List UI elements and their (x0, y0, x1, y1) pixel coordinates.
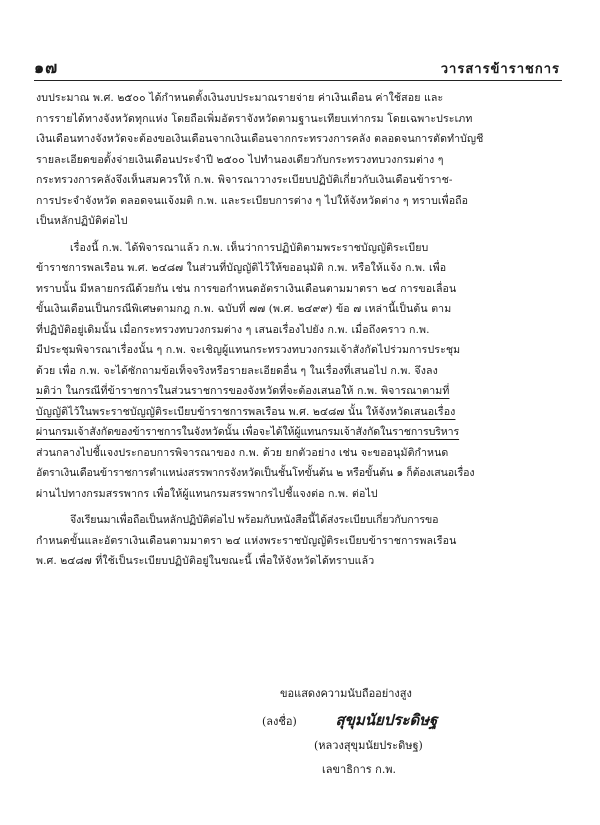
body-line: พ.ศ. ๒๔๘๗ ที่ใช้เป็นระเบียบปฏิบัติอยู่ในขณะนี้ เพื่อให้จังหวัดได้ทราบแล้ว (36, 555, 375, 567)
body-line: อัตราเงินเดือนข้าราชการตำแหน่งสรรพากรจังหวัดเป็นชั้นโทขั้นต้น ๒ หรือขั้นต้น ๑ ก็ต้องเสนอเรื่อง (36, 467, 475, 479)
body-line: ทราบนั้น มีหลายกรณีด้วยกัน เช่น การขอกำหนดอัตราเงินเดือนตามมาตรา ๒๔ การขอเลื่อน (36, 282, 457, 295)
header-rule (34, 80, 562, 81)
closing-salutation: ขอแสดงความนับถืออย่างสูง (280, 687, 412, 700)
letter-body (36, 88, 564, 572)
body-line: ด้วย เพื่อ ก.พ. จะได้ซักถามข้อเท็จจริงหรือรายละเอียดอื่น ๆ ในเรื่องที่เสนอไป ก.พ. จึงลง (36, 364, 438, 377)
body-line-underlined: มติว่า ในกรณีที่ข้าราชการในส่วนราชการของจังหวัดที่จะต้องเสนอให้ ก.พ. พิจารณาตามที่ (36, 385, 450, 397)
body-line: การประจำจังหวัด ตลอดจนแจ้งมติ ก.พ. และระเบียบการต่าง ๆ ไปให้จังหวัดต่าง ๆ ทราบเพื่อถือ (36, 194, 469, 207)
page-header (24, 56, 560, 78)
signature-name: สุขุมนัยประดิษฐ (335, 711, 438, 729)
signed-label: (ลงชื่อ) (262, 715, 297, 728)
body-line: เรื่องนี้ ก.พ. ได้พิจารณาแล้ว ก.พ. เห็นว่าการปฏิบัติตามพระราชบัญญัติระเบียบ (70, 241, 429, 254)
body-line-underlined: ผ่านกรมเจ้าสังกัดของข้าราชการในจังหวัดนั้น เพื่อจะได้ให้ผู้แทนกรมเจ้าสังกัดในราชการบริหาร (36, 426, 460, 438)
body-line: มีประชุมพิจารณาเรื่องนั้น ๆ ก.พ. จะเชิญผู้แทนกระทรวงทบวงกรมเจ้าสังกัดไปร่วมการประชุม (36, 344, 461, 356)
body-line: งบประมาณ พ.ศ. ๒๕๐๐ ได้กำหนดตั้งเงินงบประมาณรายจ่าย ค่าเงินเดือน ค่าใช้สอย และ (36, 92, 444, 104)
signatory-title: เลขาธิการ ก.พ. (322, 763, 397, 776)
body-line: ผ่านไปทางกรมสรรพากร เพื่อให้ผู้แทนกรมสรรพากรไปชี้แจงต่อ ก.พ. ต่อไป (36, 487, 378, 500)
body-line: ขั้นเงินเดือนเป็นกรณีพิเศษตามกฎ ก.พ. ฉบับที่ ๗๗ (พ.ศ. ๒๔๙๙) ข้อ ๗ เหล่านี้เป็นต้น ตาม (36, 303, 452, 315)
page-number: ๑๗ (34, 58, 59, 77)
signature-line (262, 708, 600, 732)
body-line: จึงเรียนมาเพื่อถือเป็นหลักปฏิบัติต่อไป พร้อมกับหนังสือนี้ได้ส่งระเบียบเกี่ยวกับการขอ (70, 514, 439, 526)
body-line-underlined: บัญญัติไว้ในพระราชบัญญัติระเบียบข้าราชการพลเรือน พ.ศ. ๒๔๘๗ นั้น ให้จังหวัดเสนอเรื่อง (36, 405, 456, 418)
body-line: ส่วนกลางไปชี้แจงประกอบการพิจารณาของ ก.พ. ด้วย ยกตัวอย่าง เช่น จะขออนุมัติกำหนด (36, 446, 449, 459)
body-line: การรายได้ทางจังหวัดทุกแห่ง โดยถือเพิ่มอัตราจังหวัดตามฐานะเทียบเท่ากรม โดยเฉพาะประเภท (36, 112, 473, 125)
body-line: ข้าราชการพลเรือน พ.ศ. ๒๔๘๗ ในส่วนที่บัญญัติไว้ให้ขออนุมัติ ก.พ. หรือให้แจ้ง ก.พ. เพื่อ (36, 262, 447, 274)
body-line: ที่ปฏิบัติอยู่เดิมนั้น เมื่อกระทรวงทบวงกรมต่าง ๆ เสนอเรื่องไปยัง ก.พ. เมื่อถึงคราว ก.พ. (36, 323, 430, 336)
body-line: รายละเอียดขอตั้งจ่ายเงินเดือนประจำปี ๒๕๐๐ ไปทำนองเดียวกับกระทรวงทบวงกรมต่าง ๆ (36, 153, 444, 166)
journal-title: วารสารข้าราชการ (440, 62, 560, 77)
body-line: เงินเดือนทางจังหวัดจะต้องขอเงินเดือนจากเงินเดือนจากกระทรวงการคลัง ตลอดจนการตัดทำบัญชี (36, 133, 484, 145)
body-line: เป็นหลักปฏิบัติต่อไป (36, 215, 128, 227)
body-line: กระทรวงการคลังจึงเห็นสมควรให้ ก.พ. พิจารณาวางระเบียบปฏิบัติเกี่ยวกับเงินเดือนข้าราช- (36, 174, 453, 186)
printed-name: (หลวงสุขุมนัยประดิษฐ) (314, 739, 423, 752)
body-line: กำหนดขั้นและอัตราเงินเดือนตามมาตรา ๒๔ แห่งพระราชบัญญัติระเบียบข้าราชการพลเรือน (36, 534, 457, 547)
